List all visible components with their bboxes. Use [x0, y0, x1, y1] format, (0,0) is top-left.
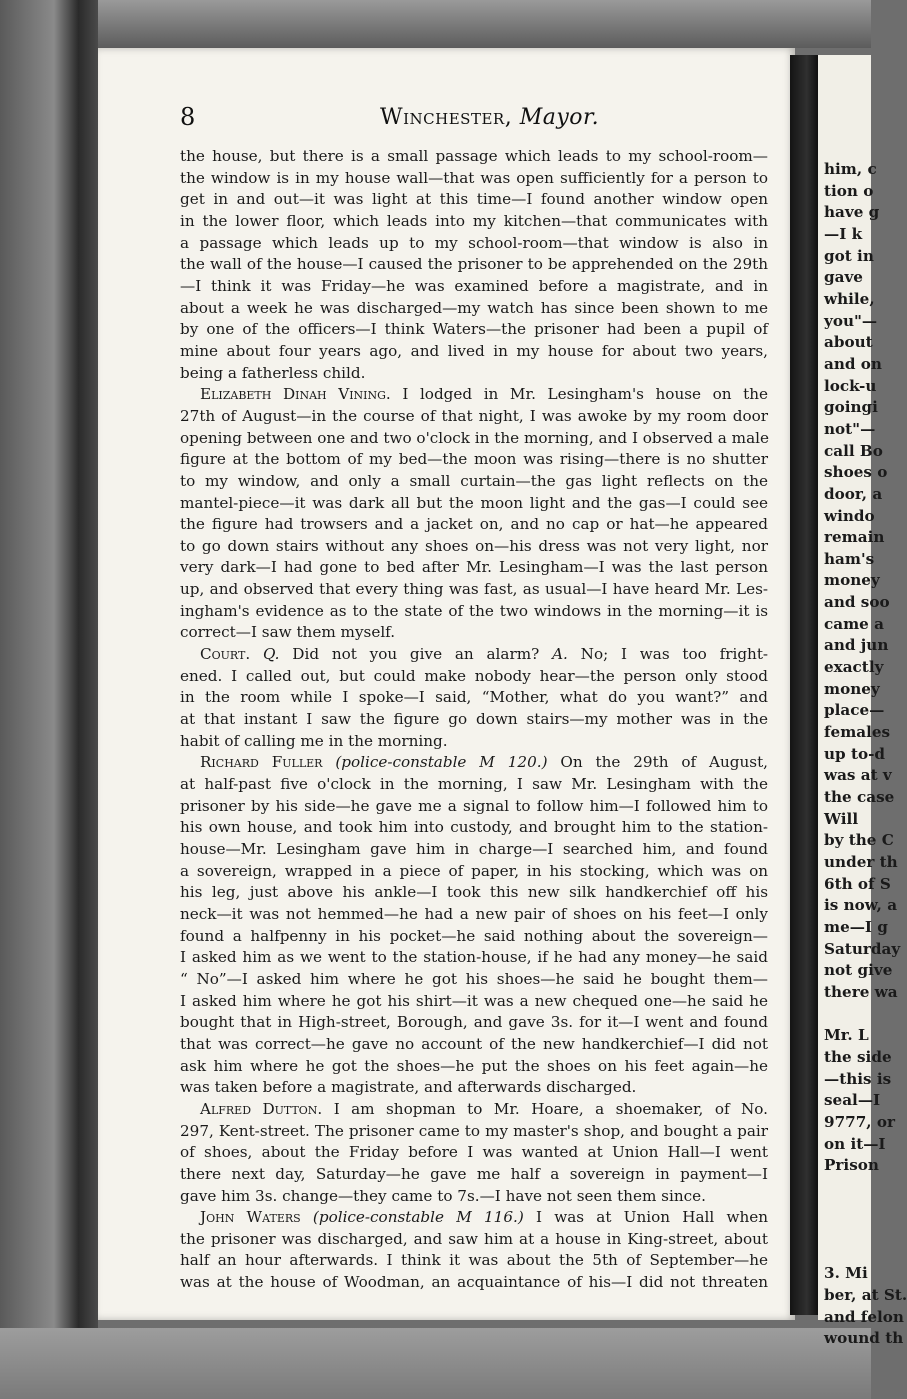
facing-page-line: on it—I: [824, 1134, 886, 1153]
facing-page-line: door, a: [824, 484, 883, 503]
text-line: ened. I called out, but could make nobody hear—the person only stood: [180, 666, 768, 685]
page-header: [180, 103, 800, 139]
body-text: [180, 146, 768, 1294]
question-marker: Q.: [262, 645, 280, 664]
text-line: I asked him where he got his shirt—it was a new chequed one—he said he: [180, 991, 768, 1010]
text-line: of shoes, about the Friday before I was wanted at Union Hall—I went: [180, 1143, 768, 1162]
testimony-fuller: [180, 752, 768, 774]
facing-page-line: [824, 1220, 907, 1242]
facing-page-line: up to-d: [824, 744, 886, 763]
text-segment: Did not you give an alarm?: [292, 645, 540, 664]
text-segment: On the 29th of August,: [560, 753, 768, 772]
text-segment: I was at Union Hall when: [535, 1208, 769, 1227]
text-line: at half-past five o'clock in the morning, I saw Mr. Lesingham with the: [180, 775, 768, 794]
facing-page-line: exactly: [824, 658, 884, 677]
running-head-name: Winchester,: [380, 105, 513, 130]
text-line: mantel-piece—it was dark all but the moon light and the gas—I could see: [180, 493, 768, 512]
speaker-name: Alfred Dutton.: [200, 1099, 323, 1118]
text-line: gave him 3s. change—they came to 7s.—I have not seen them since.: [180, 1186, 706, 1205]
text-line: being a fatherless child.: [180, 363, 366, 382]
page-number: 8: [180, 103, 196, 131]
text-line: habit of calling me in the morning.: [180, 731, 448, 750]
facing-page-line: 6th of S: [824, 874, 891, 893]
facing-page-text: [824, 159, 907, 1350]
text-line: was at the house of Woodman, an acquaintance of his—I did not threaten: [180, 1273, 768, 1292]
text-line: ingham's evidence as to the state of the two windows in the morning—it is: [180, 601, 768, 620]
facing-page-line: about: [824, 333, 873, 352]
running-head: [380, 105, 599, 130]
testimony-waters: [180, 1207, 768, 1229]
facing-page-line: Prison: [824, 1156, 879, 1175]
text-line: to my window, and only a small curtain—the gas light reflects on the: [180, 471, 768, 490]
facing-page-line: money: [824, 679, 880, 698]
text-line: I asked him as we went to the station-house, if he had any money—he said: [180, 948, 768, 967]
text-line: the house, but there is a small passage which leads to my school-room—: [180, 147, 768, 165]
facing-page-line: got in: [824, 246, 874, 265]
facing-page-line: Mr. L: [824, 1026, 869, 1045]
speaker-name: Elizabeth Dinah Vining.: [200, 385, 391, 404]
facing-page-line: windo: [824, 506, 875, 525]
text-line: there next day, Saturday—he gave me half a sovereign in payment—I: [180, 1164, 768, 1183]
text-line: ask him where he got the shoes—he put the shoes on his feet again—he: [180, 1056, 768, 1075]
running-head-title: Mayor.: [519, 105, 600, 130]
facing-page-line: came a: [824, 614, 884, 633]
scanner-margin-top: [0, 0, 871, 48]
speaker-role: (police-constable M 120.): [335, 753, 548, 772]
facing-page-line: is now, a: [824, 896, 898, 915]
facing-page-line: goingi: [824, 398, 878, 417]
facing-page-line: was at v: [824, 766, 892, 785]
text-line: was taken before a magistrate, and afterwards discharged.: [180, 1078, 637, 1097]
text-line: very dark—I had gone to bed after Mr. Lesingham—I was the last person: [180, 558, 768, 577]
facing-page-line: him, c: [824, 160, 877, 178]
text-line: the prisoner was discharged, and saw him at a house in King-street, about: [180, 1229, 768, 1248]
text-line: neck—it was not hemmed—he had a new pair of shoes on his feet—I only: [180, 904, 768, 923]
text-line: to go down stairs without any shoes on—his dress was not very light, nor: [180, 536, 768, 555]
text-line: figure at the bottom of my bed—the moon was rising—there is no shutter: [180, 450, 768, 469]
facing-page-line: seal—I: [824, 1091, 881, 1110]
text-line: half an hour afterwards. I think it was about the 5th of September—he: [180, 1251, 768, 1270]
text-line: mine about four years ago, and lived in my house for about two years,: [180, 341, 768, 360]
facing-page-line: tion o: [824, 181, 874, 200]
text-line: the wall of the house—I caused the prisoner to be apprehended on the 29th: [180, 255, 768, 274]
scanner-margin-left: [0, 0, 98, 1399]
facing-page-line: and jun: [824, 636, 889, 655]
facing-page-line: ber, at St.: [824, 1286, 907, 1305]
text-line: about a week he was discharged—my watch has since been shown to me: [180, 298, 768, 317]
facing-page-line: while,: [824, 289, 875, 308]
facing-page-line: remain: [824, 528, 885, 547]
facing-page-line: have g: [824, 203, 880, 222]
facing-page-line: place—: [824, 701, 885, 720]
text-line: in the lower floor, which leads into my kitchen—that communicates with: [180, 211, 768, 230]
facing-page-line: ham's: [824, 549, 875, 568]
facing-page-line: [824, 1177, 907, 1199]
text-segment: I am shopman to Mr. Hoare, a shoemaker, of No.: [333, 1099, 768, 1118]
facing-page-line: and soo: [824, 593, 890, 612]
facing-page-line: Will: [824, 809, 859, 828]
text-line: his leg, just above his ankle—I took this new silk handkerchief off his: [180, 883, 768, 902]
text-line: found a halfpenny in his pocket—he said nothing about the sovereign—: [180, 926, 768, 945]
facing-page-line: —I k: [824, 224, 863, 243]
text-line: —I think it was Friday—he was examined before a magistrate, and in: [180, 276, 768, 295]
text-line: correct—I saw them myself.: [180, 623, 396, 642]
text-line: his own house, and took him into custody, and brought him to the station-: [180, 818, 768, 837]
speaker-name: John Waters: [200, 1208, 301, 1227]
text-line: at that instant I saw the figure go down stairs—my mother was in the: [180, 710, 768, 729]
text-segment: I lodged in Mr. Lesingham's house on the: [402, 385, 768, 404]
text-line: 297, Kent-street. The prisoner came to my master's shop, and bought a pair: [180, 1121, 768, 1140]
facing-page-line: shoes o: [824, 463, 888, 482]
facing-page-line: by the C: [824, 831, 894, 850]
book-page: [98, 48, 795, 1320]
scanner-margin-bottom: [0, 1328, 871, 1399]
answer-marker: A.: [552, 645, 568, 664]
text-line: “ No”—I asked him where he got his shoes—he said he bought them—: [180, 969, 768, 988]
facing-page-line: there wa: [824, 982, 898, 1001]
facing-page-line: not"—: [824, 419, 876, 438]
facing-page-line: gave: [824, 268, 863, 287]
text-line: the window is in my house wall—that was open sufficiently for a person to: [180, 168, 768, 187]
facing-page-line: under th: [824, 853, 898, 871]
speaker-role: (police-constable M 116.): [312, 1208, 524, 1227]
facing-page-line: lock-u: [824, 376, 877, 395]
speaker-name: Richard Fuller: [200, 753, 323, 772]
text-line: bought that in High-street, Borough, and gave 3s. for it—I went and found: [180, 1013, 768, 1032]
text-line: prisoner by his side—he gave me a signal to follow him—I followed him to: [180, 796, 768, 815]
text-line: by one of the officers—I think Waters—the prisoner had been a pupil of: [180, 320, 768, 339]
text-line: opening between one and two o'clock in the morning, and I observed a male: [180, 428, 769, 447]
facing-page-line: the side: [824, 1047, 892, 1066]
facing-page-line: [824, 1242, 907, 1264]
facing-page-line: Saturday: [824, 939, 901, 958]
facing-page-line: [824, 1199, 907, 1221]
facing-page-line: females: [824, 723, 891, 742]
book-binding: [790, 55, 818, 1315]
text-line: that was correct—he gave no account of the new handkerchief—I did not: [180, 1034, 768, 1053]
facing-page-line: not give: [824, 961, 893, 980]
facing-page-line: me—I g: [824, 917, 888, 936]
text-line: get in and out—it was light at this time—I found another window open: [180, 190, 768, 209]
text-line: a passage which leads up to my school-room—that window is also in: [180, 233, 768, 252]
speaker-name: Court.: [200, 645, 251, 664]
text-line: the figure had trowsers and a jacket on, and no cap or hat—he appeared: [180, 515, 768, 534]
text-segment: No; I was too fright-: [580, 645, 769, 664]
text-line: 27th of August—in the course of that night, I was awoke by my room door: [180, 406, 768, 425]
facing-page-line: —this is: [824, 1069, 892, 1088]
facing-page-line: you"—: [824, 311, 878, 330]
facing-page-line: and on: [824, 354, 882, 373]
text-line: a sovereign, wrapped in a piece of paper, in his stocking, which was on: [180, 861, 768, 880]
testimony-court: [180, 644, 768, 666]
facing-page-line: wound th: [824, 1329, 904, 1348]
facing-page-line: the case: [824, 788, 895, 807]
text-line: up, and observed that every thing was fast, as usual—I have heard Mr. Les-: [180, 580, 768, 599]
facing-page-line: 3. Mi: [824, 1264, 868, 1283]
text-line: house—Mr. Lesingham gave him in charge—I searched him, and found: [180, 840, 768, 858]
facing-page: [818, 55, 907, 1348]
text-line: in the room while I spoke—I said, “Mother, what do you want?” and: [180, 688, 768, 707]
facing-page-line: call Bo: [824, 441, 883, 460]
facing-page-line: money: [824, 571, 880, 590]
facing-page-line: and felon: [824, 1307, 904, 1326]
testimony-vining: [180, 384, 768, 406]
testimony-dutton: [180, 1099, 768, 1121]
facing-page-line: 9777, or: [824, 1112, 895, 1131]
facing-page-line: [824, 1004, 907, 1026]
